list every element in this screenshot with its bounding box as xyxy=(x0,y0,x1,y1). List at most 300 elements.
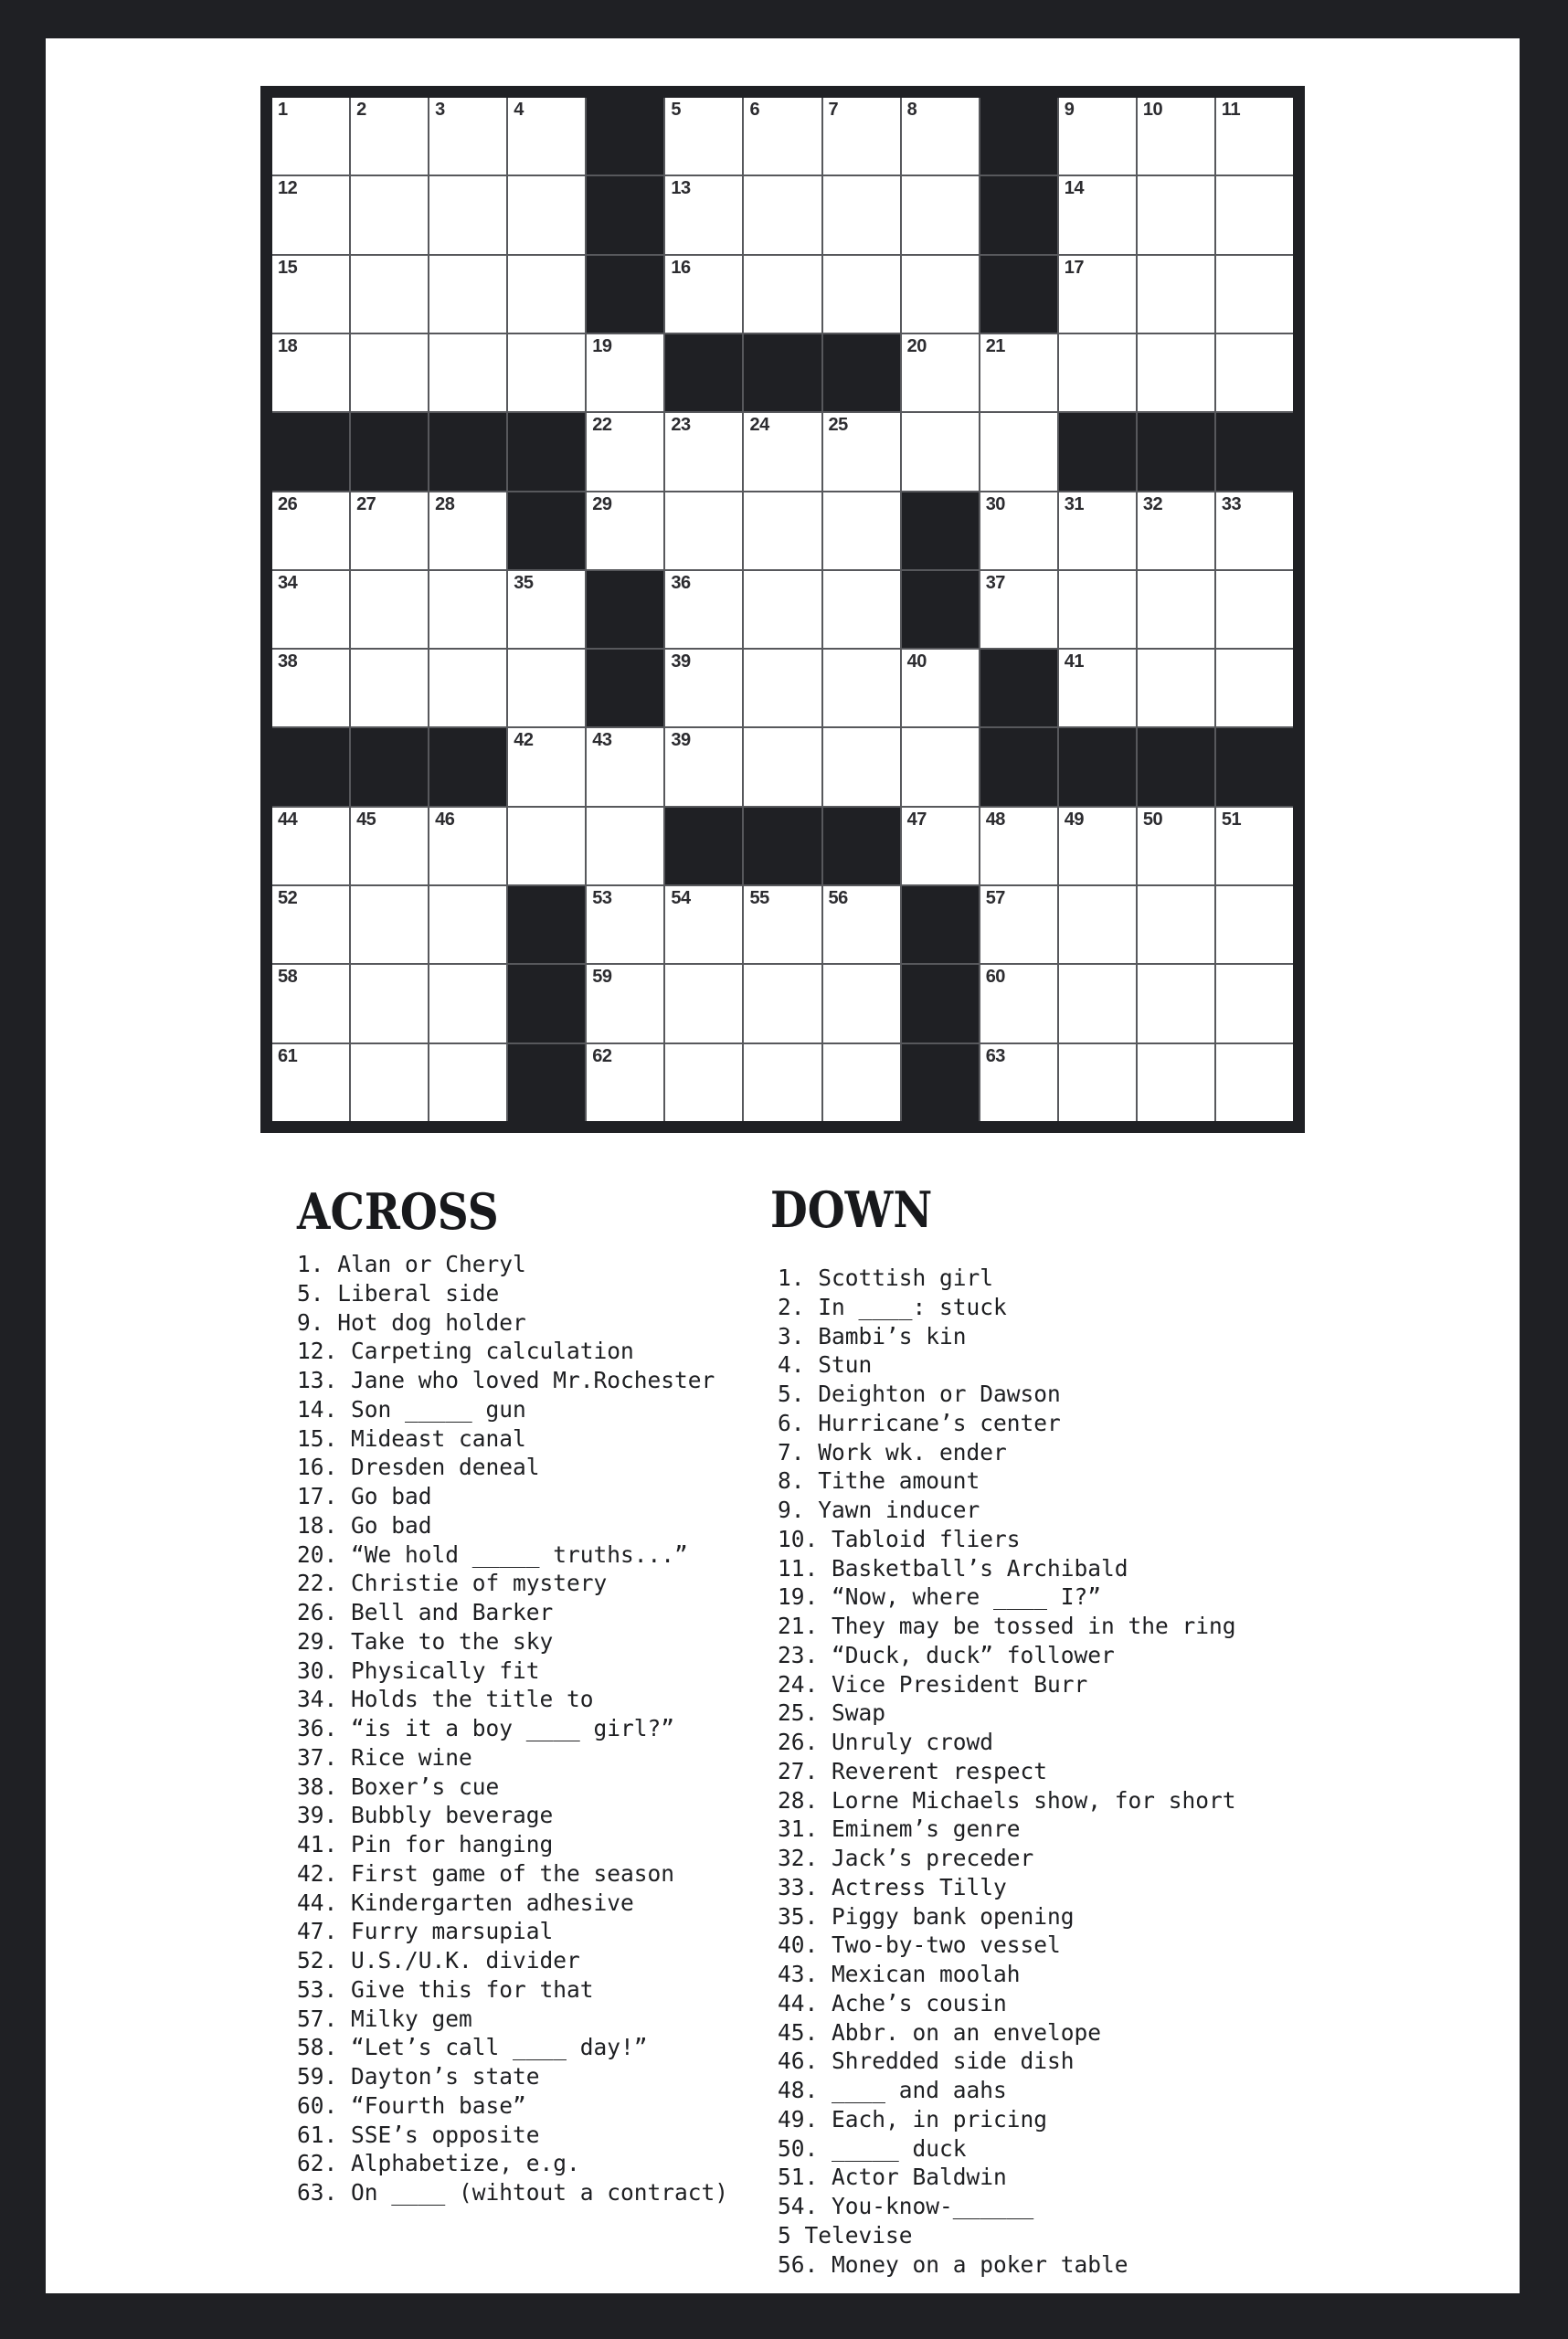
grid-cell xyxy=(1138,965,1214,1042)
cell-number: 20 xyxy=(906,335,927,356)
black-cell xyxy=(429,413,506,490)
cell-number: 51 xyxy=(1221,809,1242,830)
clue-line: 48. ____ and aahs xyxy=(778,2077,1007,2103)
cell-number: 46 xyxy=(435,809,455,830)
cell-number: 15 xyxy=(278,257,298,278)
grid-cell xyxy=(665,256,742,333)
grid-cell xyxy=(508,334,585,411)
grid-cell xyxy=(902,728,979,805)
grid-cell xyxy=(665,571,742,648)
grid-cell xyxy=(1138,492,1214,569)
grid-cell xyxy=(980,886,1057,963)
clue-line: 57. Milky gem xyxy=(297,2005,472,2032)
clue-line: 56. Money on a poker table xyxy=(778,2250,1128,2278)
clue-line: 36. “is it a boy ____ girl?” xyxy=(297,1715,675,1741)
clue-line: 7. Work wk. ender xyxy=(778,1438,1007,1466)
black-cell xyxy=(508,413,585,490)
clue-line: 32. Jack’s preceder xyxy=(778,1845,1034,1871)
grid-cell xyxy=(902,808,979,884)
grid-cell xyxy=(665,650,742,726)
grid-cell xyxy=(351,650,428,726)
cell-number: 19 xyxy=(592,335,612,356)
grid-cell xyxy=(980,413,1057,490)
crossword-grid xyxy=(260,86,1305,1133)
cell-number: 10 xyxy=(1142,100,1163,120)
grid-cell xyxy=(429,571,506,648)
black-cell xyxy=(1059,728,1136,805)
grid-cell xyxy=(665,886,742,963)
grid-cell xyxy=(272,886,349,963)
grid-cell xyxy=(823,728,900,805)
grid-cell xyxy=(823,492,900,569)
grid-cell xyxy=(1059,492,1136,569)
cell-number: 16 xyxy=(671,257,691,278)
grid-cell xyxy=(744,176,821,253)
grid-cell xyxy=(1138,256,1214,333)
grid-cell xyxy=(744,650,821,726)
cell-number: 13 xyxy=(671,178,691,199)
grid-cell xyxy=(351,492,428,569)
cell-number: 23 xyxy=(671,415,691,436)
cell-number: 6 xyxy=(749,100,760,120)
grid-cell xyxy=(744,98,821,175)
grid-cell xyxy=(587,808,663,884)
clue-line: 50. _____ duck xyxy=(778,2134,967,2162)
black-cell xyxy=(902,571,979,648)
cell-number: 61 xyxy=(278,1045,298,1066)
grid-cell xyxy=(744,728,821,805)
clue-line: 62. Alphabetize, e.g. xyxy=(297,2150,580,2177)
grid-cell xyxy=(587,492,663,569)
grid-cell xyxy=(1138,571,1214,648)
black-cell xyxy=(744,334,821,411)
cell-number: 38 xyxy=(278,651,298,672)
clue-line: 20. “We hold _____ truths...” xyxy=(297,1540,688,1568)
clue-line: 60. “Fourth base” xyxy=(297,2091,526,2119)
grid-cell xyxy=(823,413,900,490)
cell-number: 30 xyxy=(985,493,1005,514)
grid-cell xyxy=(744,965,821,1042)
grid-cell xyxy=(665,1044,742,1121)
black-cell xyxy=(902,886,979,963)
clue-line: 59. Dayton’s state xyxy=(297,2063,540,2090)
grid-cell xyxy=(980,334,1057,411)
clue-line: 19. “Now, where ____ I?” xyxy=(778,1583,1102,1611)
black-cell xyxy=(272,413,349,490)
grid-cell xyxy=(1059,98,1136,175)
black-cell xyxy=(980,98,1057,175)
cell-number: 25 xyxy=(828,415,848,436)
cell-number: 35 xyxy=(514,572,534,593)
grid-cell xyxy=(587,965,663,1042)
grid-cell xyxy=(587,886,663,963)
cell-number: 53 xyxy=(592,888,612,909)
grid-cell xyxy=(1059,965,1136,1042)
clue-line: 49. Each, in pricing xyxy=(778,2105,1048,2133)
grid-cell xyxy=(1216,965,1293,1042)
grid-cell xyxy=(744,492,821,569)
clue-line: 2. In ____: stuck xyxy=(778,1293,1007,1320)
grid-cell xyxy=(902,256,979,333)
clue-line: 3. Bambi’s kin xyxy=(778,1322,967,1349)
grid-cell xyxy=(429,1044,506,1121)
clue-line: 35. Piggy bank opening xyxy=(778,1902,1075,1930)
black-cell xyxy=(351,413,428,490)
grid-cell xyxy=(902,413,979,490)
grid-cell xyxy=(1216,176,1293,253)
cell-number: 7 xyxy=(828,100,839,120)
black-cell xyxy=(1216,728,1293,805)
cell-number: 58 xyxy=(278,967,298,988)
cell-number: 39 xyxy=(671,730,691,751)
grid-cell xyxy=(587,334,663,411)
clue-line: 25. Swap xyxy=(778,1699,886,1727)
grid-cell xyxy=(351,1044,428,1121)
black-cell xyxy=(980,256,1057,333)
grid-cell xyxy=(1059,1044,1136,1121)
grid-cell xyxy=(980,571,1057,648)
grid-cell xyxy=(1059,176,1136,253)
clue-line: 42. First game of the season xyxy=(297,1859,675,1887)
grid-cell xyxy=(1059,334,1136,411)
grid-cell xyxy=(351,176,428,253)
cell-number: 28 xyxy=(435,493,455,514)
clue-line: 52. U.S./U.K. divider xyxy=(297,1947,580,1974)
clue-line: 26. Unruly crowd xyxy=(778,1729,994,1755)
cell-number: 29 xyxy=(592,493,612,514)
cell-number: 22 xyxy=(592,415,612,436)
grid-cell xyxy=(1138,808,1214,884)
grid-cell xyxy=(1059,886,1136,963)
crossword-grid-cells xyxy=(272,98,1293,1121)
clue-line: 8. Tithe amount xyxy=(778,1467,980,1495)
grid-cell xyxy=(980,492,1057,569)
grid-cell xyxy=(902,176,979,253)
grid-cell xyxy=(1138,176,1214,253)
clue-line: 12. Carpeting calculation xyxy=(297,1338,634,1365)
clue-line: 23. “Duck, duck” follower xyxy=(778,1641,1115,1668)
grid-cell xyxy=(508,808,585,884)
black-cell xyxy=(587,98,663,175)
grid-cell xyxy=(351,886,428,963)
grid-cell xyxy=(508,571,585,648)
grid-cell xyxy=(1216,650,1293,726)
grid-cell xyxy=(508,256,585,333)
grid-cell xyxy=(823,650,900,726)
cell-number: 55 xyxy=(749,888,769,909)
grid-cell xyxy=(902,334,979,411)
grid-cell xyxy=(351,256,428,333)
cell-number: 41 xyxy=(1064,651,1085,672)
cell-number: 40 xyxy=(906,651,927,672)
black-cell xyxy=(744,808,821,884)
cell-number: 57 xyxy=(985,888,1005,909)
grid-cell xyxy=(1216,334,1293,411)
grid-cell xyxy=(508,650,585,726)
grid-cell xyxy=(744,413,821,490)
cell-number: 42 xyxy=(514,730,534,751)
cell-number: 56 xyxy=(828,888,848,909)
clue-line: 40. Two-by-two vessel xyxy=(778,1932,1061,1959)
clue-line: 13. Jane who loved Mr.Rochester xyxy=(297,1367,715,1393)
clue-line: 63. On ____ (wihtout a contract) xyxy=(297,2179,729,2206)
black-cell xyxy=(508,965,585,1042)
cell-number: 14 xyxy=(1064,178,1085,199)
grid-cell xyxy=(429,98,506,175)
grid-cell xyxy=(429,808,506,884)
black-cell xyxy=(823,334,900,411)
cell-number: 17 xyxy=(1064,257,1085,278)
grid-cell xyxy=(508,98,585,175)
black-cell xyxy=(1138,413,1214,490)
cell-number: 9 xyxy=(1064,100,1075,120)
cell-number: 3 xyxy=(435,100,445,120)
black-cell xyxy=(429,728,506,805)
grid-cell xyxy=(429,492,506,569)
grid-cell xyxy=(1059,256,1136,333)
grid-cell xyxy=(1216,808,1293,884)
clue-line: 54. You-know-______ xyxy=(778,2193,1034,2219)
cell-number: 1 xyxy=(278,100,288,120)
cell-number: 5 xyxy=(671,100,681,120)
cell-number: 45 xyxy=(356,809,376,830)
black-cell xyxy=(902,965,979,1042)
grid-cell xyxy=(665,413,742,490)
cell-number: 44 xyxy=(278,809,298,830)
puzzle-page xyxy=(46,38,1520,2293)
grid-cell xyxy=(351,98,428,175)
cell-number: 59 xyxy=(592,967,612,988)
cell-number: 62 xyxy=(592,1045,612,1066)
clue-line: 28. Lorne Michaels show, for short xyxy=(778,1786,1236,1814)
cell-number: 31 xyxy=(1064,493,1085,514)
grid-cell xyxy=(272,1044,349,1121)
cell-number: 8 xyxy=(906,100,917,120)
grid-cell xyxy=(272,965,349,1042)
cell-number: 39 xyxy=(671,651,691,672)
grid-cell xyxy=(823,886,900,963)
clue-line: 44. Ache’s cousin xyxy=(778,1989,1007,2016)
grid-cell xyxy=(1059,808,1136,884)
clue-line: 45. Abbr. on an envelope xyxy=(778,2018,1102,2046)
clue-line: 5. Liberal side xyxy=(297,1279,500,1307)
grid-cell xyxy=(980,1044,1057,1121)
grid-cell xyxy=(351,334,428,411)
grid-cell xyxy=(272,492,349,569)
black-cell xyxy=(902,492,979,569)
across-heading: ACROSS xyxy=(297,1182,499,1241)
clue-line: 1. Scottish girl xyxy=(778,1265,994,1291)
grid-cell xyxy=(980,965,1057,1042)
grid-cell xyxy=(272,176,349,253)
clue-line: 11. Basketball’s Archibald xyxy=(778,1554,1128,1582)
cell-number: 52 xyxy=(278,888,298,909)
cell-number: 27 xyxy=(356,493,376,514)
cell-number: 26 xyxy=(278,493,298,514)
grid-cell xyxy=(272,650,349,726)
across-clue-list xyxy=(297,1250,728,2207)
cell-number: 32 xyxy=(1142,493,1163,514)
grid-cell xyxy=(744,1044,821,1121)
grid-cell xyxy=(1216,571,1293,648)
clue-line: 34. Holds the title to xyxy=(297,1686,594,1713)
black-cell xyxy=(587,256,663,333)
grid-cell xyxy=(1216,98,1293,175)
cell-number: 50 xyxy=(1142,809,1163,830)
black-cell xyxy=(587,571,663,648)
grid-cell xyxy=(665,965,742,1042)
clue-line: 58. “Let’s call ____ day!” xyxy=(297,2034,648,2061)
clue-line: 5 Televise xyxy=(778,2221,913,2249)
clue-line: 38. Boxer’s cue xyxy=(297,1773,500,1800)
clue-line: 31. Eminem’s genre xyxy=(778,1815,1021,1843)
clue-line: 33. Actress Tilly xyxy=(778,1873,1007,1900)
grid-cell xyxy=(1138,886,1214,963)
clue-line: 16. Dresden deneal xyxy=(297,1454,540,1481)
grid-cell xyxy=(1138,334,1214,411)
clue-line: 4. Stun xyxy=(778,1351,873,1379)
black-cell xyxy=(587,176,663,253)
grid-cell xyxy=(1216,1044,1293,1121)
grid-cell xyxy=(429,886,506,963)
clue-line: 1. Alan or Cheryl xyxy=(297,1251,526,1277)
cell-number: 54 xyxy=(671,888,691,909)
cell-number: 37 xyxy=(985,572,1005,593)
grid-cell xyxy=(823,1044,900,1121)
clue-line: 29. Take to the sky xyxy=(297,1627,554,1655)
grid-cell xyxy=(744,571,821,648)
cell-number: 48 xyxy=(985,809,1005,830)
grid-cell xyxy=(429,650,506,726)
clue-line: 18. Go bad xyxy=(297,1511,432,1539)
grid-cell xyxy=(429,965,506,1042)
black-cell xyxy=(1059,413,1136,490)
black-cell xyxy=(272,728,349,805)
cell-number: 34 xyxy=(278,572,298,593)
cell-number: 33 xyxy=(1221,493,1242,514)
grid-cell xyxy=(1138,650,1214,726)
grid-cell xyxy=(508,728,585,805)
cell-number: 18 xyxy=(278,335,298,356)
clue-line: 10. Tabloid fliers xyxy=(778,1525,1021,1552)
grid-cell xyxy=(272,98,349,175)
cell-number: 43 xyxy=(592,730,612,751)
black-cell xyxy=(980,650,1057,726)
grid-cell xyxy=(429,256,506,333)
clue-line: 30. Physically fit xyxy=(297,1656,540,1684)
black-cell xyxy=(980,176,1057,253)
grid-cell xyxy=(1059,650,1136,726)
grid-cell xyxy=(823,965,900,1042)
clue-line: 14. Son _____ gun xyxy=(297,1395,526,1423)
clue-line: 9. Hot dog holder xyxy=(297,1308,526,1336)
clue-line: 37. Rice wine xyxy=(297,1743,472,1771)
grid-cell xyxy=(1216,256,1293,333)
clue-line: 41. Pin for hanging xyxy=(297,1831,554,1857)
black-cell xyxy=(1138,728,1214,805)
black-cell xyxy=(665,334,742,411)
grid-cell xyxy=(1138,98,1214,175)
grid-cell xyxy=(902,98,979,175)
grid-cell xyxy=(351,965,428,1042)
grid-cell xyxy=(1138,1044,1214,1121)
clue-line: 47. Furry marsupial xyxy=(297,1918,554,1945)
grid-cell xyxy=(587,728,663,805)
black-cell xyxy=(823,808,900,884)
grid-cell xyxy=(351,571,428,648)
grid-cell xyxy=(272,571,349,648)
black-cell xyxy=(587,650,663,726)
grid-cell xyxy=(272,808,349,884)
grid-cell xyxy=(744,256,821,333)
clue-line: 46. Shredded side dish xyxy=(778,2048,1075,2075)
cell-number: 49 xyxy=(1064,809,1085,830)
grid-cell xyxy=(508,176,585,253)
clue-line: 44. Kindergarten adhesive xyxy=(297,1889,634,1916)
cell-number: 24 xyxy=(749,415,769,436)
clue-line: 6. Hurricane’s center xyxy=(778,1409,1061,1436)
clue-line: 9. Yawn inducer xyxy=(778,1497,980,1523)
grid-cell xyxy=(1216,492,1293,569)
grid-cell xyxy=(823,98,900,175)
grid-cell xyxy=(823,571,900,648)
clue-line: 51. Actor Baldwin xyxy=(778,2164,1007,2191)
down-heading: DOWN xyxy=(770,1180,933,1239)
clue-line: 27. Reverent respect xyxy=(778,1757,1048,1784)
grid-cell xyxy=(272,256,349,333)
grid-cell xyxy=(587,413,663,490)
clue-line: 17. Go bad xyxy=(297,1483,432,1509)
grid-cell xyxy=(665,728,742,805)
grid-cell xyxy=(823,256,900,333)
cell-number: 47 xyxy=(906,809,927,830)
grid-cell xyxy=(272,334,349,411)
grid-cell xyxy=(1216,886,1293,963)
black-cell xyxy=(902,1044,979,1121)
clue-line: 43. Mexican moolah xyxy=(778,1961,1021,1987)
grid-cell xyxy=(823,176,900,253)
grid-cell xyxy=(902,650,979,726)
clue-line: 24. Vice President Burr xyxy=(778,1670,1088,1698)
cell-number: 63 xyxy=(985,1045,1005,1066)
clue-line: 53. Give this for that xyxy=(297,1975,594,2003)
grid-cell xyxy=(665,98,742,175)
grid-cell xyxy=(429,176,506,253)
black-cell xyxy=(980,728,1057,805)
grid-cell xyxy=(587,1044,663,1121)
cell-number: 21 xyxy=(985,335,1005,356)
black-cell xyxy=(665,808,742,884)
down-clue-list xyxy=(778,1264,1236,2279)
cell-number: 12 xyxy=(278,178,298,199)
clue-line: 5. Deighton or Dawson xyxy=(778,1381,1061,1407)
grid-cell xyxy=(744,886,821,963)
cell-number: 60 xyxy=(985,967,1005,988)
clue-line: 22. Christie of mystery xyxy=(297,1570,608,1597)
cell-number: 11 xyxy=(1221,100,1241,120)
grid-cell xyxy=(429,334,506,411)
cell-number: 4 xyxy=(514,100,524,120)
black-cell xyxy=(1216,413,1293,490)
grid-cell xyxy=(665,176,742,253)
black-cell xyxy=(508,492,585,569)
black-cell xyxy=(508,1044,585,1121)
cell-number: 2 xyxy=(356,100,366,120)
black-cell xyxy=(508,886,585,963)
cell-number: 36 xyxy=(671,572,691,593)
grid-cell xyxy=(665,492,742,569)
grid-cell xyxy=(351,808,428,884)
